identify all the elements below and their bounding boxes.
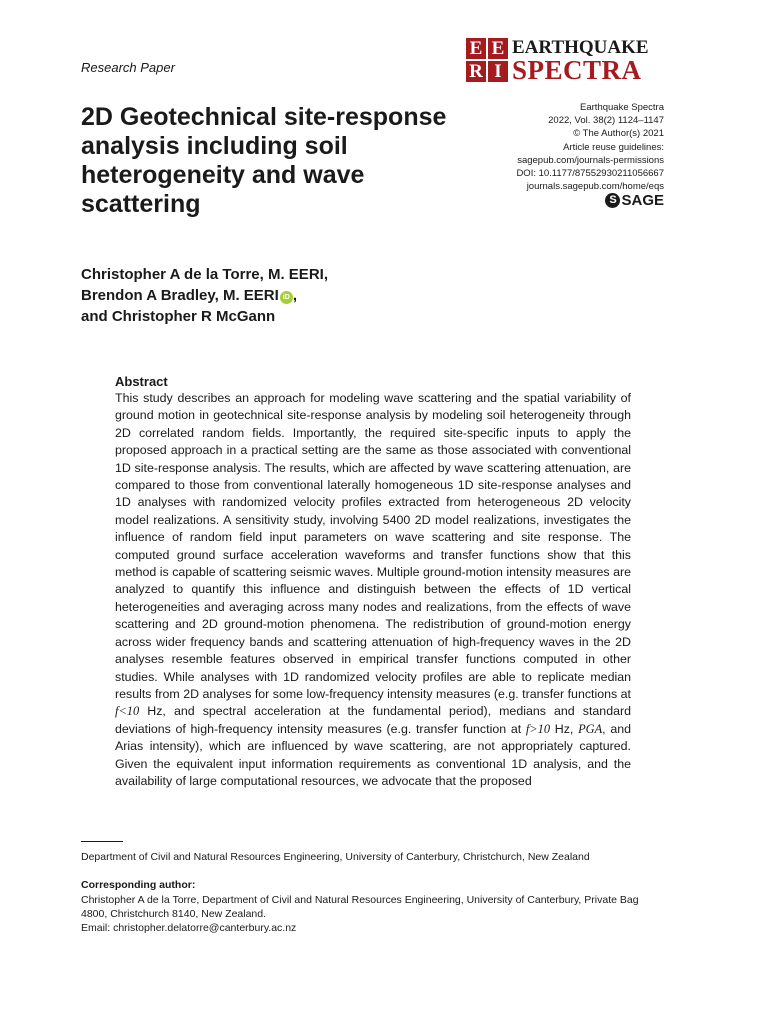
author-name: Brendon A Bradley, M. EERI: [81, 287, 279, 304]
logo-letter: R: [466, 61, 486, 82]
affiliation: Department of Civil and Natural Resources Engineering, University of Canterbury, Christchurch, New Zealand: [81, 851, 590, 863]
paper-type-label: Research Paper: [81, 60, 175, 75]
article-metadata: [516, 101, 664, 193]
sage-icon: S: [605, 193, 620, 208]
permissions-link[interactable]: sagepub.com/journals-permissions: [517, 154, 664, 166]
author-line: Christopher A de la Torre, M. EERI,: [81, 266, 328, 283]
math-expression: PGA: [578, 721, 603, 736]
corresponding-address: Christopher A de la Torre, Department of Civil and Natural Resources Engineering, University of Canterbury, Private Bag 4800, Christchurch 8140, New Zealand.: [81, 894, 639, 920]
corresponding-author-heading: Corresponding author:: [81, 879, 196, 891]
orcid-icon[interactable]: iD: [280, 291, 293, 304]
abstract-segment: Hz, and spectral acceleration at the fundamental period), medians and standard deviations of high-frequency intensity measures (e.g. transfer function at: [115, 704, 631, 736]
logo-word-earthquake: EARTHQUAKE: [512, 37, 649, 58]
logo-word-spectra: SPECTRA: [512, 55, 642, 85]
doi[interactable]: DOI: 10.1177/87552930211056667: [516, 168, 664, 180]
journal-link[interactable]: journals.sagepub.com/home/eqs: [526, 181, 664, 193]
corresponding-author-details: [81, 893, 661, 935]
author-separator: ,: [292, 287, 297, 304]
journal-logo: [466, 37, 666, 85]
author-list: [81, 264, 328, 327]
author-line: [81, 285, 328, 306]
logo-wordmark: [512, 37, 649, 85]
footnote-rule: [81, 841, 123, 842]
publisher-name: SAGE: [621, 192, 664, 209]
volume-info: 2022, Vol. 38(2) 1124–1147: [548, 115, 664, 127]
math-expression: f>10: [525, 721, 551, 736]
paper-title: 2D Geotechnical site-response analysis including soil heterogeneity and wave scattering: [81, 103, 447, 218]
abstract-segment: , and Arias intensity), which are influenced by wave scattering, are not appropriately captured. Given the equivalent input information requirements as conventional 1D analysis, and the availability of large computational resources, we advocate that the proposed: [115, 721, 631, 788]
logo-letter: E: [466, 38, 486, 59]
reuse-guidelines: Article reuse guidelines:: [563, 141, 664, 153]
publisher-logo: [605, 192, 664, 209]
corresponding-email[interactable]: Email: christopher.delatorre@canterbury.ac.nz: [81, 922, 297, 934]
abstract-text: [115, 390, 631, 790]
math-expression: f<10: [115, 704, 140, 719]
copyright: © The Author(s) 2021: [573, 128, 664, 140]
journal-name: Earthquake Spectra: [580, 102, 664, 113]
abstract-heading: Abstract: [115, 374, 168, 389]
logo-letter: I: [488, 61, 508, 82]
author-line: and Christopher R McGann: [81, 308, 276, 325]
abstract-segment: This study describes an approach for modeling wave scattering and the spatial variability of ground motion in geotechnical site-response analysis by modeling soil heterogeneity through 2D correlated random fields. Importantly, the required site-specific inputs to apply the proposed approach in a practical setting are the same as those associated with conventional 1D site-response analysis. The results, which are affected by wave scattering attenuation, are compared to those from conventional laterally homogeneous 1D site-response analyses and 1D analyses with randomized velocity profiles extracted from heterogeneous 2D velocity model realizations. A sensitivity study, involving 5400 2D model realizations, investigates the influence of random field input parameters on wave scattering and site response. The computed ground surface acceleration waveforms and transfer functions show that this method is capable of scattering seismic waves. Multiple ground-motion intensity measures are analyzed to quantify this influence and distinguish between the effects of 1D vertical heterogeneities and averaging across many nodes and realizations, from the effects of wave scattering and 2D ground-motion phenomena. The redistribution of ground-motion energy across wider frequency bands and scattering attenuation of high-frequency waves in the 2D analyses resemble features observed in empirical transfer functions computed in other studies. While analyses with 1D randomized velocity profiles are able to replicate median results from 2D analyses for some low-frequency intensity measures (e.g. transfer functions at: [115, 391, 631, 701]
eeri-mark: [466, 38, 508, 82]
abstract-segment: Hz,: [550, 721, 579, 736]
logo-letter: E: [488, 38, 508, 59]
